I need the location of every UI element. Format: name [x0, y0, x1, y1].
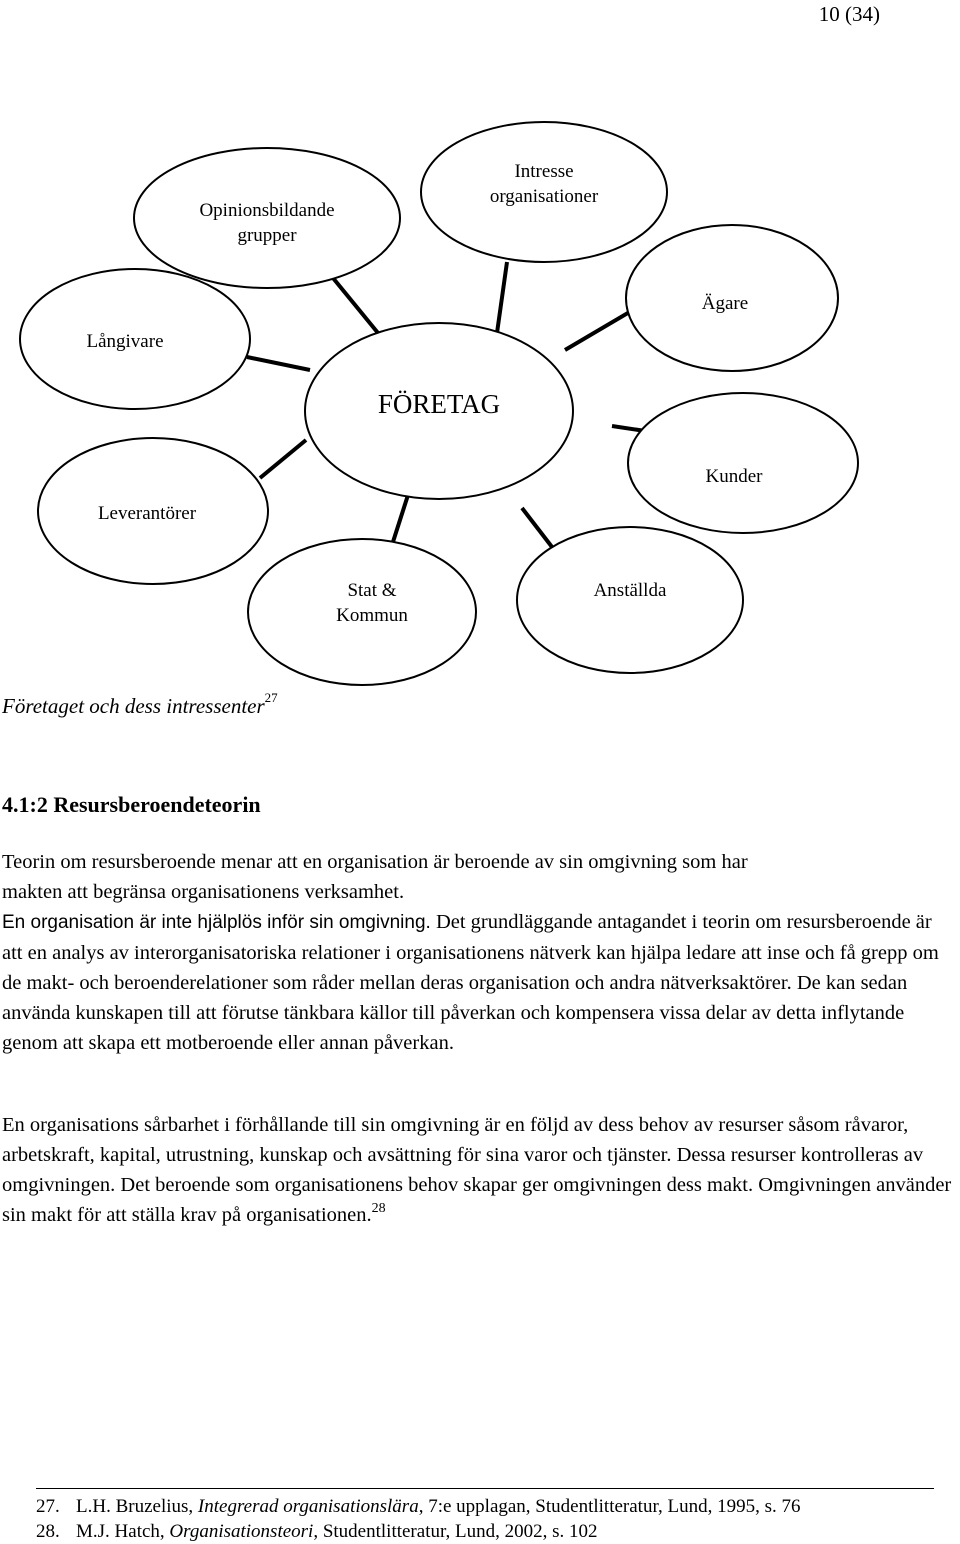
footnote-28: [36, 1519, 801, 1544]
footnote-title: Integrerad organisationslära: [197, 1496, 419, 1517]
paragraph-1: [2, 847, 957, 1058]
footnote-details: , Studentlitteratur, Lund, 2002, s. 102: [313, 1521, 598, 1542]
footnote-27: [36, 1494, 801, 1519]
caption-footnote-ref: 27: [264, 690, 278, 705]
node-label-line: Opinionsbildande: [199, 200, 335, 221]
section-heading: 4.1:2 Resursberoendeteorin: [2, 792, 261, 817]
node-label-line: organisationer: [489, 186, 599, 207]
node-label-langivare: [86, 331, 163, 352]
footnote-author: M.J. Hatch,: [76, 1521, 170, 1542]
node-label-leverantorer: [98, 503, 197, 524]
node-label-kunder: [706, 466, 764, 487]
connector-leverantorer: [260, 440, 306, 478]
node-label-agare: [702, 293, 748, 314]
connector-anstallda: [522, 508, 552, 547]
footnote-divider: [36, 1488, 934, 1489]
footnote-author: L.H. Bruzelius,: [76, 1496, 198, 1517]
node-label-line: Kunder: [705, 466, 763, 487]
node-kunder: [628, 393, 858, 533]
p1-line2: makten att begränsa organisationens verksamhet.: [2, 881, 405, 903]
node-label-line: grupper: [237, 225, 297, 246]
footnote-number: 28.: [36, 1521, 60, 1542]
node-label-line: Kommun: [336, 605, 408, 626]
node-label-line: Intresse: [514, 161, 574, 182]
node-label-line: Stat &: [347, 580, 397, 601]
node-label-line: Ägare: [701, 293, 749, 314]
node-label-anstallda: [594, 580, 667, 601]
stakeholder-diagram: [0, 0, 960, 690]
page-number: 10 (34): [818, 2, 880, 26]
p2-text: En organisations sårbarhet i förhållande till sin omgivning är en följd av dess behov av resurser såsom råvaror, arbetskraft, kapital, utrustning, kunskap och avsättning för sina varor och tjänster. Dessa resurser kontrolleras av omgivningen. Det beroende som organisationens behov skapar ger omgivningen dess makt. Omgivningen använder sin makt för att ställa krav på organisationen.: [2, 1114, 952, 1226]
p2-footnote-ref: 28: [371, 1201, 386, 1216]
p1-rest: Det grundläggande antagandet i teorin om resursberoende är att en analys av interorganisatoriska relationer i organisationens nätverk kan hjälpa ledare att inse och få grepp om de makt- och beroenderelationer som råder mellan deras organisation och andra nätverksaktörer. De kan sedan använda kunskapen till att förutse tänkbara källor till påverkan och kompensera vissa delar av detta inflytande genom att skapa ett motberoende eller annan påverkan.: [2, 911, 939, 1054]
connector-langivare: [247, 357, 310, 370]
node-label-line: Anställda: [593, 580, 667, 601]
figure-caption: [2, 690, 278, 719]
p1-sans-sentence: En organisation är inte hjälplös inför sin omgivning.: [2, 912, 431, 933]
paragraph-2: [2, 1110, 957, 1230]
connector-opinion: [333, 278, 378, 333]
footnote-title: Organisationsteori: [169, 1521, 314, 1542]
footnote-number: 27.: [36, 1496, 60, 1517]
node-label-line: Långivare: [86, 331, 164, 352]
p1-line1: Teorin om resursberoende menar att en organisation är beroende av sin omgivning som har: [2, 851, 748, 873]
footnote-details: , 7:e upplagan, Studentlitteratur, Lund, 1995, s. 76: [418, 1496, 801, 1517]
connector-intresse: [496, 262, 507, 340]
center-label: FÖRETAG: [377, 389, 501, 419]
caption-text: Företaget och dess intressenter: [2, 694, 265, 718]
footnotes: [36, 1494, 801, 1544]
node-label-line: Leverantörer: [97, 503, 197, 524]
